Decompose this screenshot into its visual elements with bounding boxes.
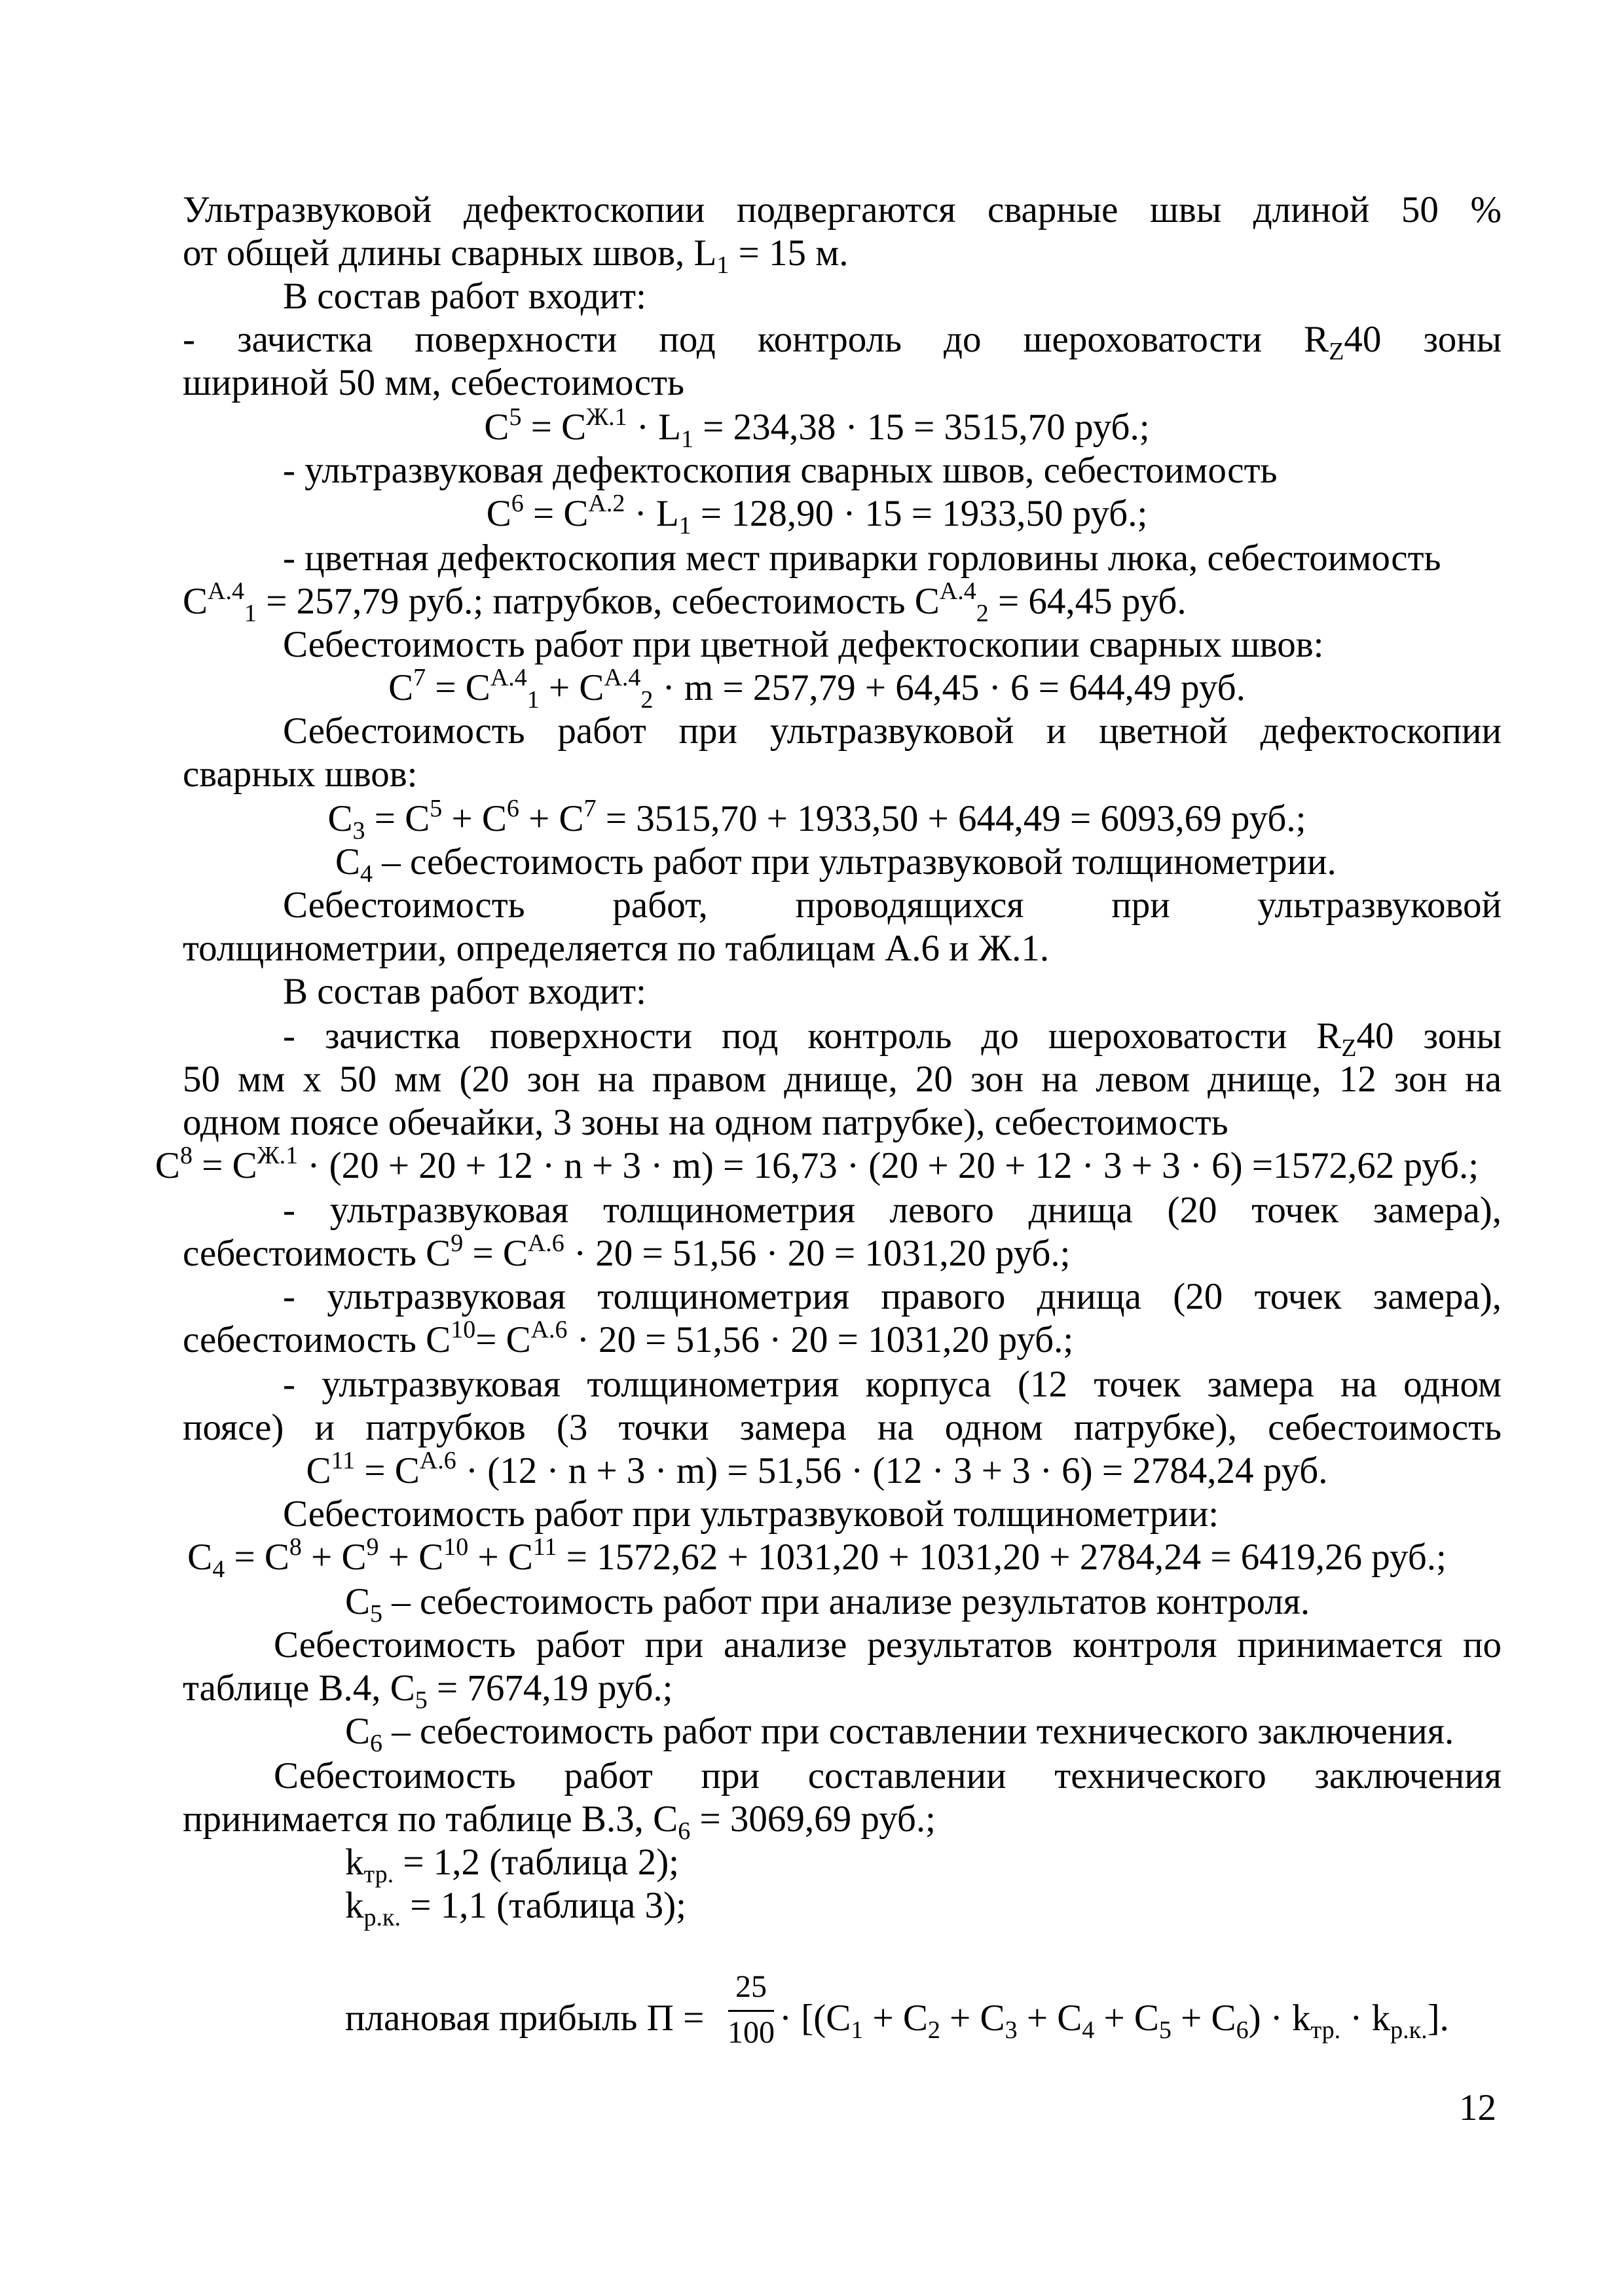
paragraph-line: себестоимость $C^9 = C^{A.6} \cdot 20 = 51,56 \cdot 20 = 1031,20$ руб.; [183,1230,1071,1274]
paragraph-line: поясе) и патрубков (3 точки замера на одном патрубке), себестоимость [183,1407,1502,1448]
paragraph-line: 50 мм х 50 мм (20 зон на правом днище, 20 зон на левом днище, 12 зон на [183,1059,1502,1100]
coefficient-ktr: $k_{тр.} = 1,2$ (таблица 2); [345,1842,680,1888]
paragraph-line: $C_5$ – себестоимость работ при анализе результатов контроля. [345,1581,1310,1628]
paragraph-line: шириной 50 мм, себестоимость [183,362,684,403]
paragraph-line: $C_6$ – себестоимость работ при составлении технического заключения. [345,1711,1454,1757]
paragraph-line: Себестоимость работ при цветной дефектоскопии сварных швов: [283,624,1324,665]
paragraph-line: Себестоимость работ, проводящихся при ультразвуковой [283,884,1502,926]
paragraph-line: - ультразвуковая толщинометрия правого днища (20 точек замера), [283,1276,1502,1317]
formula-c6: $C^6 = C^{A.2} \cdot L_1 = 128,90 \cdot 15 = 1933,50$ руб.; [486,490,1148,539]
paragraph-line: одном поясе обечайки, 3 зоны на одном патрубке), себестоимость [183,1102,1228,1143]
paragraph-line: В состав работ входит: [283,276,646,317]
paragraph-line: $C_4$ – себестоимость работ при ультразвуковой толщинометрии. [335,841,1337,888]
formula-profit-label: плановая прибыль П = [345,1997,705,2039]
paragraph-line: Ультразвуковой дефектоскопии подвергаются сварные швы длиной 50 % [183,189,1502,230]
paragraph-line: таблице В.4, $C_5 = 7674,19$ руб.; [183,1667,673,1714]
formula-c11: $C^{11} = C^{A.6} \cdot (12 \cdot n + 3 \cdot m) = 51,56 \cdot (12 \cdot 3 + 3 \cdot 6) = 2784,24$ руб. [306,1447,1328,1491]
paragraph-line: Себестоимость работ при анализе результатов контроля принимается по [274,1624,1502,1666]
paragraph-line: толщинометрии, определяется по таблицам А.6 и Ж.1. [183,928,1050,969]
formula-c4: $C_4 = C^8 + C^9 + C^{10} + C^{11} = 1572,62 + 1031,20 + 1031,20 + 2784,24 = 6419,26$ руб.; [187,1533,1447,1583]
paragraph-line: себестоимость $C^{10}= C^{A.6} \cdot 20 = 51,56 \cdot 20 = 1031,20$ руб.; [183,1316,1074,1360]
paragraph-line: Себестоимость работ при ультразвуковой и цветной дефектоскопии [283,710,1502,752]
page-number: 12 [1459,2087,1496,2128]
paragraph-line: - ультразвуковая дефектоскопия сварных швов, себестоимость [283,450,1278,491]
paragraph-line: от общей длины сварных швов, $L_1 = 15$ м. [183,232,849,279]
paragraph-line: - зачистка поверхности под контроль до шероховатости $R_Z40$ зоны [283,1015,1502,1062]
fraction-bar [728,2010,774,2012]
formula-c5: $C^5 = C^{Ж.1} \cdot L_1 = 234,38 \cdot 15 = 3515,70$ руб.; [484,403,1150,453]
formula-c3: $C_3 = C^5 + C^6 + C^7 = 3515,70 + 1933,50 + 644,49 = 6093,69$ руб.; [327,795,1306,845]
paragraph-line: - ультразвуковая толщинометрия корпуса (12 точек замера на одном [283,1364,1502,1405]
paragraph-line: Себестоимость работ при ультразвуковой толщинометрии: [283,1493,1219,1535]
formula-c7: $C^7 = C^{A.4}_1 + C^{A.4}_2 \cdot m = 257,79 + 64,45 \cdot 6 = 644,49$ руб. [388,664,1246,714]
paragraph-line: Себестоимость работ при составлении технического заключения [274,1755,1502,1796]
fraction-denominator: 100 [728,2015,775,2050]
paragraph-line: $C^{A.4}_1 = 257,79$ руб.; патрубков, себестоимость $C^{A.4}_2 = 64,45$ руб. [183,577,1187,627]
paragraph-line: - цветная дефектоскопия мест приварки горловины люка, себестоимость [283,538,1441,579]
paragraph-line: сварных швов: [183,754,418,795]
paragraph-line: принимается по таблице В.3, $C_6 = 3069,69$ руб.; [183,1798,936,1845]
coefficient-krk: $k_{р.к.} = 1,1$ (таблица 3); [345,1885,686,1931]
formula-profit-body: · $[(C_1 + C_2 + C_3 + C_4 + C_5 + C_6) \cdot k_{тр.} \cdot k_{р.к.}]$. [779,1997,1449,2044]
formula-c8: $C^8 = C^{Ж.1} \cdot (20 + 20 + 12 \cdot n + 3 \cdot m) = 16,73 \cdot (20 + 20 + 12 \cdot 3 + 3 \cdot 6) =1572,62$ руб.; [155,1142,1479,1186]
fraction-numerator: 25 [735,1969,767,2004]
paragraph-line: - ультразвуковая толщинометрия левого днища (20 точек замера), [283,1190,1502,1231]
paragraph-line: В состав работ входит: [283,971,646,1012]
paragraph-line: - зачистка поверхности под контроль до шероховатости $R_Z40$ зоны [183,319,1502,365]
